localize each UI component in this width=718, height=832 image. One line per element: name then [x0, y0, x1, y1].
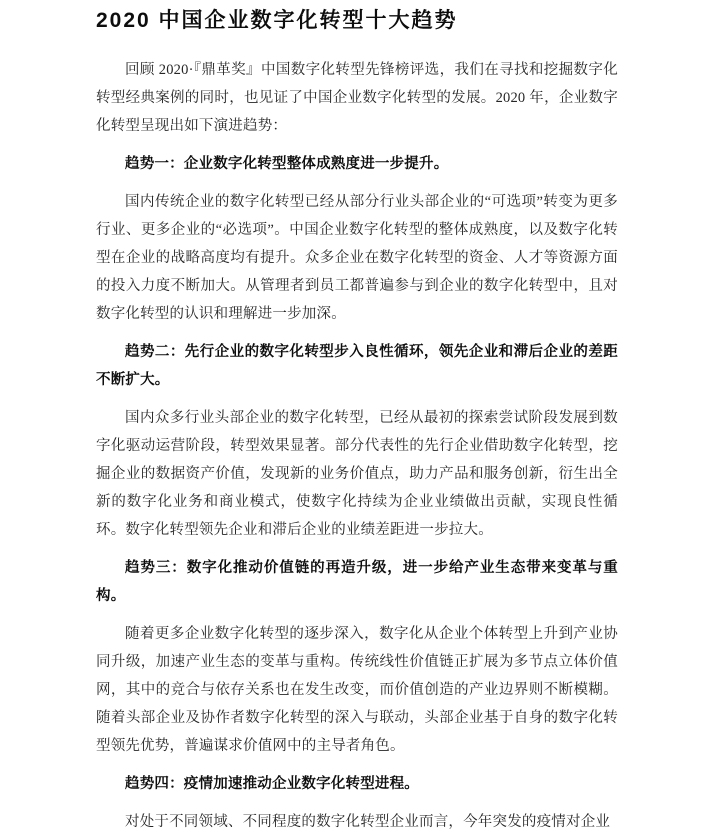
document-title: 2020 中国企业数字化转型十大趋势: [96, 9, 458, 32]
trend-3-heading: 趋势三：数字化推动价值链的再造升级，进一步给产业生态带来变革与重构。: [96, 560, 618, 604]
trend-2-paragraph: 国内众多行业头部企业的数字化转型，已经从最初的探索尝试阶段发展到数字化驱动运营阶段，转型效果显著。部分代表性的先行企业借助数字化转型，挖掘企业的数据资产价值，发现新的业务价值点，助力产品和服务创新，衍生出全新的数字化业务和商业模式，使数字化持续为企业业绩做出贡献，实现良性循环。数字化转型领先企业和滞后企业的业绩差距进一步拉大。: [96, 410, 618, 538]
trend-4-heading: 趋势四：疫情加速推动企业数字化转型进程。: [125, 776, 419, 792]
trend-3-paragraph: 随着更多企业数字化转型的逐步深入，数字化从企业个体转型上升到产业协同升级，加速产业生态的变革与重构。传统线性价值链正扩展为多节点立体价值网，其中的竞合与依存关系也在发生改变，而价值创造的产业边界则不断模糊。随着头部企业及协作者数字化转型的深入与联动，头部企业基于自身的数字化转型领先优势，普遍谋求价值网中的主导者角色。: [96, 626, 618, 754]
trend-4-paragraph: 对处于不同领域、不同程度的数字化转型企业而言，今年突发的疫情对企业: [125, 814, 611, 830]
trend-2-heading: 趋势二：先行企业的数字化转型步入良性循环，领先企业和滞后企业的差距不断扩大。: [96, 344, 618, 388]
intro-paragraph: 回顾 2020·『鼎革奖』中国数字化转型先锋榜评选，我们在寻找和挖掘数字化转型经典案例的同时，也见证了中国企业数字化转型的发展。2020 年，企业数字化转型呈现出如下演进趋势：: [96, 62, 618, 134]
trend-1-heading: 趋势一：企业数字化转型整体成熟度进一步提升。: [125, 156, 449, 172]
trend-1-paragraph: 国内传统企业的数字化转型已经从部分行业头部企业的“可选项”转变为更多行业、更多企业的“必选项”。中国企业数字化转型的整体成熟度，以及数字化转型在企业的战略高度均有提升。众多企业在数字化转型的资金、人才等资源方面的投入力度不断加大。从管理者到员工都普遍参与到企业的数字化转型中，且对数字化转型的认识和理解进一步加深。: [96, 194, 618, 322]
